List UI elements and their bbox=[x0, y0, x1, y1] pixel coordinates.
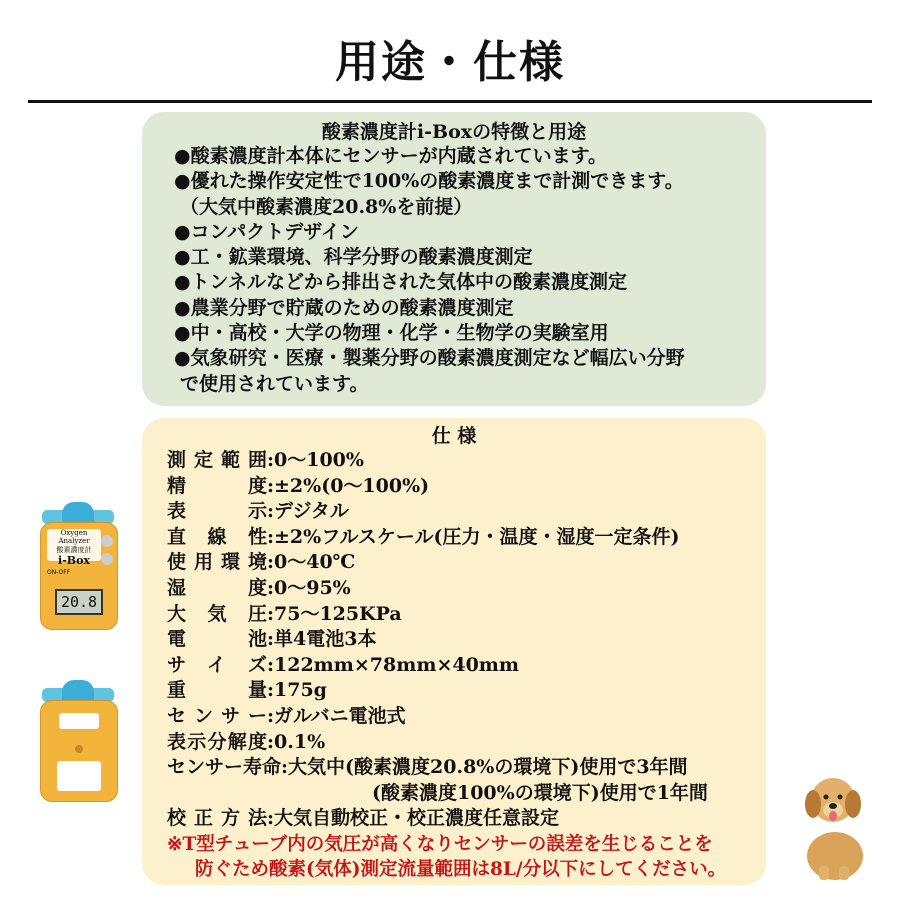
spec-value: :大気自動校正・校正濃度任意設定 bbox=[267, 807, 560, 830]
spec-row bbox=[167, 448, 766, 474]
spec-row bbox=[167, 550, 766, 576]
spec-value: :75～125KPa bbox=[267, 602, 402, 625]
spec-value: :0.1% bbox=[267, 730, 326, 753]
spec-label: サイズ bbox=[167, 653, 267, 676]
spec-value: :デジタル bbox=[267, 500, 349, 523]
spec-value: :0～100% bbox=[267, 449, 364, 471]
spec-continuation: (酸素濃度100%の環境下)使用で1年間 bbox=[372, 781, 708, 804]
features-panel bbox=[142, 112, 766, 406]
spec-row bbox=[167, 525, 766, 551]
spec-row bbox=[167, 755, 766, 781]
spec-row bbox=[167, 678, 766, 704]
spec-value: :0～95% bbox=[267, 576, 351, 599]
spec-label: 電池 bbox=[167, 628, 267, 651]
specs-panel bbox=[142, 418, 766, 885]
spec-label: 校正方法 bbox=[167, 807, 267, 830]
spec-label: 表示 bbox=[167, 500, 267, 523]
spec-label: 測定範囲 bbox=[167, 449, 267, 471]
spec-value: :±2%(0～100%) bbox=[267, 474, 430, 497]
spec-value: :ガルバニ電池式 bbox=[267, 704, 406, 727]
feature-item: ●酸素濃度計本体にセンサーが内蔵されています。 bbox=[174, 145, 608, 167]
device-front-image bbox=[38, 500, 118, 632]
spec-label: センサー bbox=[167, 704, 267, 727]
spec-value: :大気中(酸素濃度20.8%の環境下)使用で3年間 bbox=[281, 756, 688, 779]
specs-title: 仕 様 bbox=[431, 425, 477, 447]
spec-value: :単4電池3本 bbox=[267, 628, 377, 651]
spec-label: 大気圧 bbox=[167, 602, 267, 625]
spec-label: 精度 bbox=[167, 474, 267, 497]
feature-item: ●工・鉱業環境、科学分野の酸素濃度測定 bbox=[174, 246, 533, 269]
warning-note-line2: 防ぐため酸素(気体)測定流量範囲は8L/分以下にしてください。 bbox=[195, 858, 727, 880]
spec-row bbox=[167, 474, 766, 500]
warning-note-line1: ※T型チューブ内の気圧が高くなりセンサーの誤差を生じることを bbox=[167, 833, 713, 855]
spec-value: :122mm×78mm×40mm bbox=[267, 653, 520, 676]
device-brand: Oxygen Analyzer bbox=[58, 529, 90, 545]
spec-row bbox=[167, 602, 766, 628]
device-switch-label: ON-OFF bbox=[47, 569, 71, 576]
device-model: i-Box bbox=[58, 554, 90, 567]
device-display: 20.8 bbox=[55, 589, 103, 615]
feature-item: ●農業分野で貯蔵のための酸素濃度測定 bbox=[174, 296, 514, 319]
specs-list bbox=[167, 448, 766, 781]
spec-row bbox=[167, 499, 766, 525]
feature-item: で使用されています。 bbox=[180, 372, 369, 395]
device-back-image bbox=[38, 678, 118, 802]
spec-value: :±2%フルスケール(圧力・温度・湿度一定条件) bbox=[267, 525, 680, 548]
feature-item: ●中・高校・大学の物理・化学・生物学の実験室用 bbox=[174, 322, 609, 345]
spec-row bbox=[167, 704, 766, 730]
page-title: 用途・仕様 bbox=[335, 37, 565, 88]
spec-row bbox=[167, 730, 766, 756]
title-divider bbox=[28, 100, 872, 103]
features-list bbox=[174, 144, 766, 397]
spec-label: 直線性 bbox=[167, 525, 267, 548]
puppy-image bbox=[795, 770, 875, 882]
feature-item: ●コンパクトデザイン bbox=[174, 220, 359, 243]
feature-item: ●優れた操作安定性で100%の酸素濃度まで計測できます。 bbox=[174, 170, 684, 193]
features-title: 酸素濃度計i-Boxの特徴と用途 bbox=[321, 121, 587, 143]
spec-label: 使用環境 bbox=[167, 551, 267, 574]
spec-row bbox=[167, 653, 766, 679]
spec-row bbox=[167, 627, 766, 653]
spec-value: :0～40℃ bbox=[267, 551, 356, 574]
spec-value: :175g bbox=[267, 679, 327, 702]
spec-label: 湿度 bbox=[167, 576, 267, 599]
feature-item: ●気象研究・医療・製薬分野の酸素濃度測定など幅広い分野 bbox=[174, 347, 685, 370]
spec-row bbox=[167, 576, 766, 602]
spec-label: 重量 bbox=[167, 679, 267, 702]
spec-label: センサー寿命 bbox=[167, 756, 282, 779]
device-name: 酸素濃度計 bbox=[56, 546, 92, 554]
feature-item: ●トンネルなどから排出された気体中の酸素濃度測定 bbox=[174, 271, 628, 294]
feature-item: （大気中酸素濃度20.8%を前提） bbox=[180, 195, 473, 218]
spec-label: 表示分解度 bbox=[167, 730, 267, 753]
spec-row bbox=[167, 806, 766, 832]
